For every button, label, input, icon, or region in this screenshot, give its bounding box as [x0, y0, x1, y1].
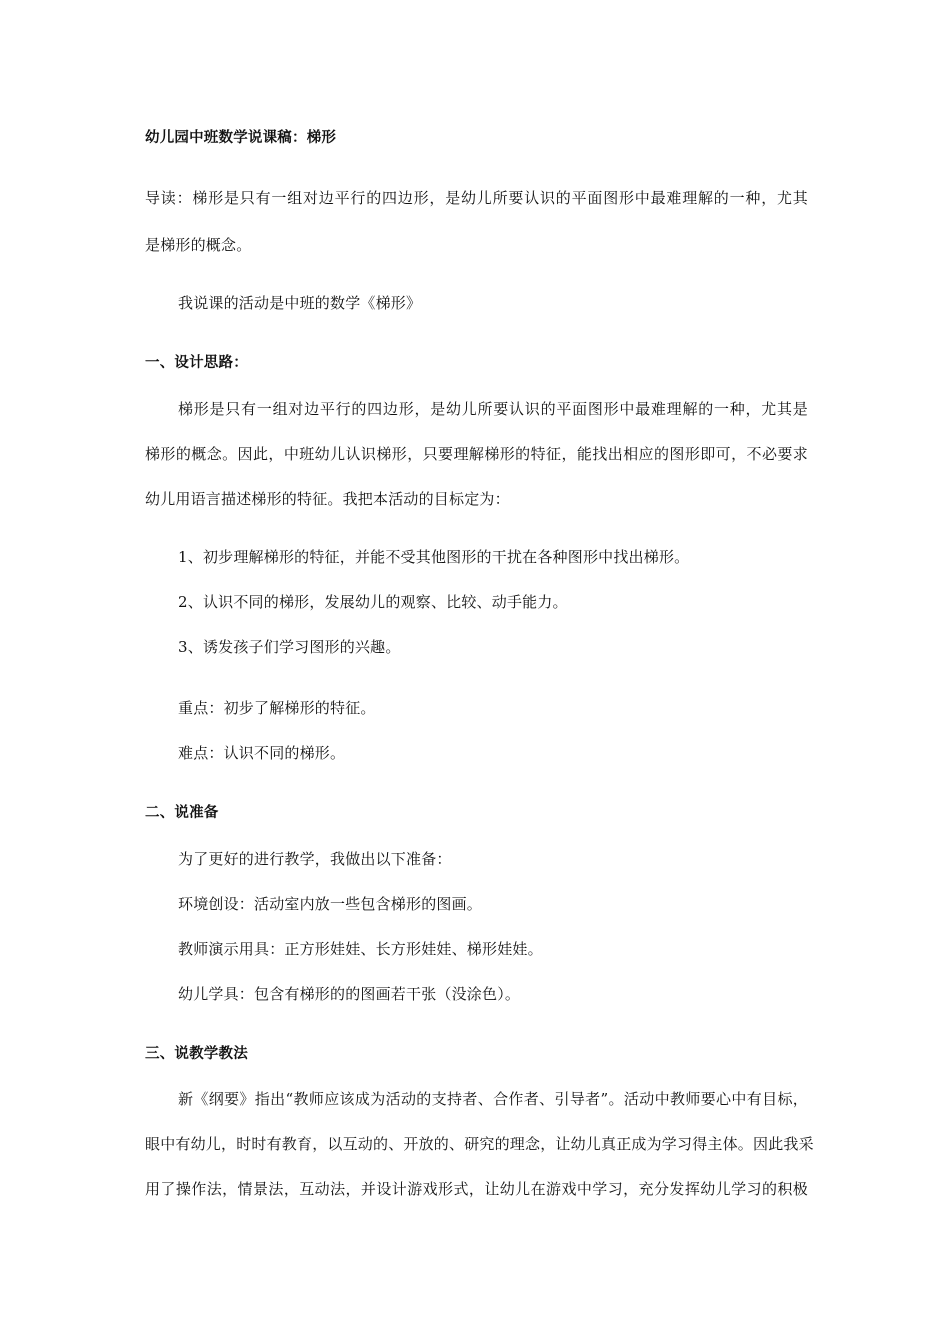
- prep-item-1: 为了更好的进行教学，我做出以下准备：: [178, 850, 452, 868]
- prep-item-3: 教师演示用具：正方形娃娃、长方形娃娃、梯形娃娃。: [178, 940, 543, 958]
- section-1-para-line-2: 梯形的概念。因此，中班幼儿认识梯形，只要理解梯形的特征，能找出相应的图形即可，不必要求: [145, 445, 808, 463]
- section-3-heading: 三、说教学教法: [145, 1046, 248, 1062]
- goal-item-2: 2、认识不同的梯形，发展幼儿的观察、比较、动手能力。: [178, 593, 568, 611]
- prep-item-4: 幼儿学具：包含有梯形的的图画若干张（没涂色）。: [178, 985, 521, 1003]
- opening-paragraph: 我说课的活动是中班的数学《梯形》: [178, 294, 422, 312]
- intro-line-2: 是梯形的概念。: [145, 236, 252, 254]
- section-3-para-line-1: 新《纲要》指出“教师应该成为活动的支持者、合作者、引导者”。活动中教师要心中有目标，: [178, 1090, 808, 1108]
- prep-item-2: 环境创设：活动室内放一些包含梯形的图画。: [178, 895, 483, 913]
- intro-line-1: 导读：梯形是只有一组对边平行的四边形，是幼儿所要认识的平面图形中最难理解的一种，尤其: [145, 189, 808, 207]
- section-2-heading: 二、说准备: [145, 805, 219, 821]
- difficulty-point: 难点：认识不同的梯形。: [178, 744, 346, 762]
- section-1-heading: 一、设计思路：: [145, 355, 248, 371]
- section-3-para-line-3: 用了操作法，情景法，互动法，并设计游戏形式，让幼儿在游戏中学习，充分发挥幼儿学习的积极: [145, 1180, 808, 1198]
- goal-item-1: 1、初步理解梯形的特征，并能不受其他图形的干扰在各种图形中找出梯形。: [178, 548, 690, 566]
- section-3-para-line-2: 眼中有幼儿，时时有教育，以互动的、开放的、研究的理念，让幼儿真正成为学习得主体。因此我采: [145, 1135, 814, 1153]
- key-point: 重点：初步了解梯形的特征。: [178, 699, 376, 717]
- section-1-para-line-1: 梯形是只有一组对边平行的四边形，是幼儿所要认识的平面图形中最难理解的一种，尤其是: [178, 400, 808, 418]
- goal-item-3: 3、诱发孩子们学习图形的兴趣。: [178, 638, 401, 656]
- document-title: 幼儿园中班数学说课稿：梯形: [145, 130, 337, 146]
- section-1-para-line-3: 幼儿用语言描述梯形的特征。我把本活动的目标定为：: [145, 490, 510, 508]
